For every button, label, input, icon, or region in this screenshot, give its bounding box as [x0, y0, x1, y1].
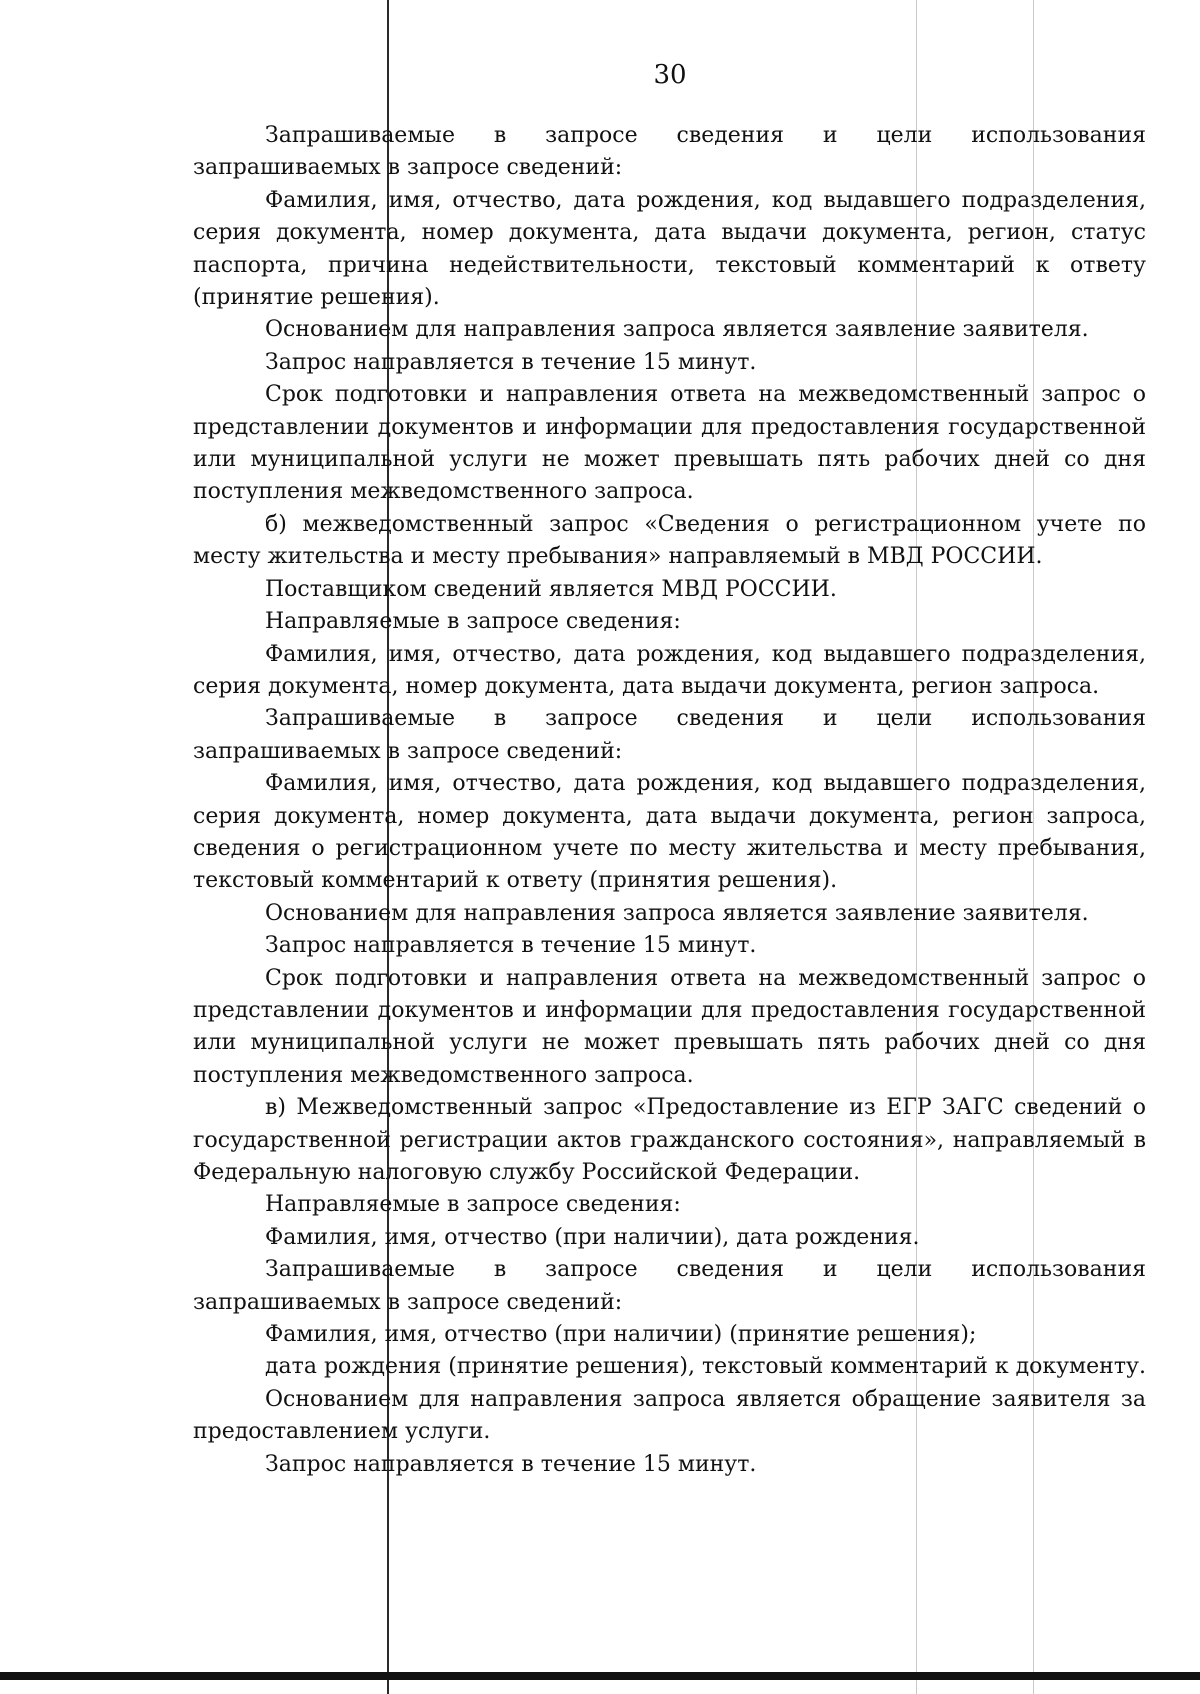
paragraph: Запрашиваемые в запросе сведения и цели использования запрашиваемых в запросе сведений: [193, 1257, 1146, 1315]
paragraph: Поставщиком сведений является МВД РОССИИ. [265, 576, 837, 602]
paragraph: дата рождения (принятие решения), текстовый комментарий к документу. [265, 1354, 1146, 1380]
paragraph: Фамилия, имя, отчество, дата рождения, код выдавшего подразделения, серия документа, номер документа, дата выдачи документа, регион запроса. [193, 641, 1146, 699]
paragraph: Запрос направляется в течение 15 минут. [265, 349, 757, 375]
paragraph: Срок подготовки и направления ответа на межведомственный запрос о представлении документов и информации для предоставления государственной или муниципальной услуги не может превышать пять рабочих дней со дня поступления межведомственного запроса. [193, 965, 1146, 1088]
paragraph: б) межведомственный запрос «Сведения о регистрационном учете по месту жительства и месту пребывания» направляемый в МВД РОССИИ. [193, 511, 1146, 570]
paragraph: Направляемые в запросе сведения: [265, 1192, 681, 1218]
paragraph: Запрос направляется в течение 15 минут. [265, 1451, 757, 1477]
paragraph: Основанием для направления запроса является заявление заявителя. [265, 317, 1089, 343]
paragraph: Запрашиваемые в запросе сведения и цели использования запрашиваемых в запросе сведений: [193, 706, 1146, 764]
paragraph: Запрашиваемые в запросе сведения и цели использования запрашиваемых в запросе сведений: [193, 123, 1146, 181]
paragraph: Фамилия, имя, отчество (при наличии) (принятие решения); [265, 1322, 977, 1348]
page-number: 30 [653, 60, 687, 90]
paragraph: Фамилия, имя, отчество (при наличии), дата рождения. [265, 1224, 920, 1250]
paragraph: Фамилия, имя, отчество, дата рождения, код выдавшего подразделения, серия документа, номер документа, дата выдачи документа, регион запроса, сведения о регистрационном учете по месту жительства и месту пребывания, текстовый комментарий к ответу (принятия решения). [193, 771, 1146, 894]
paragraph: Основанием для направления запроса является заявление заявителя. [265, 900, 1089, 926]
paragraph: Основанием для направления запроса является обращение заявителя за предоставлением услуги. [193, 1386, 1146, 1445]
paragraph: Запрос направляется в течение 15 минут. [265, 933, 757, 959]
paragraph: в) Межведомственный запрос «Предоставление из ЕГР ЗАГС сведений о государственной регистрации актов гражданского состояния», направляемый в Федеральную налоговую службу Российской Федерации. [193, 1095, 1146, 1185]
scan-bottom-border [0, 1672, 1200, 1680]
paragraph: Направляемые в запросе сведения: [265, 609, 681, 635]
paragraph: Фамилия, имя, отчество, дата рождения, код выдавшего подразделения, серия документа, номер документа, дата выдачи документа, регион, статус паспорта, причина недействительности, текстовый комментарий к ответу (принятие решения). [193, 187, 1146, 311]
document-body [193, 120, 1146, 1481]
paragraph: Срок подготовки и направления ответа на межведомственный запрос о представлении документов и информации для предоставления государственной или муниципальной услуги не может превышать пять рабочих дней со дня поступления межведомственного запроса. [193, 382, 1146, 505]
